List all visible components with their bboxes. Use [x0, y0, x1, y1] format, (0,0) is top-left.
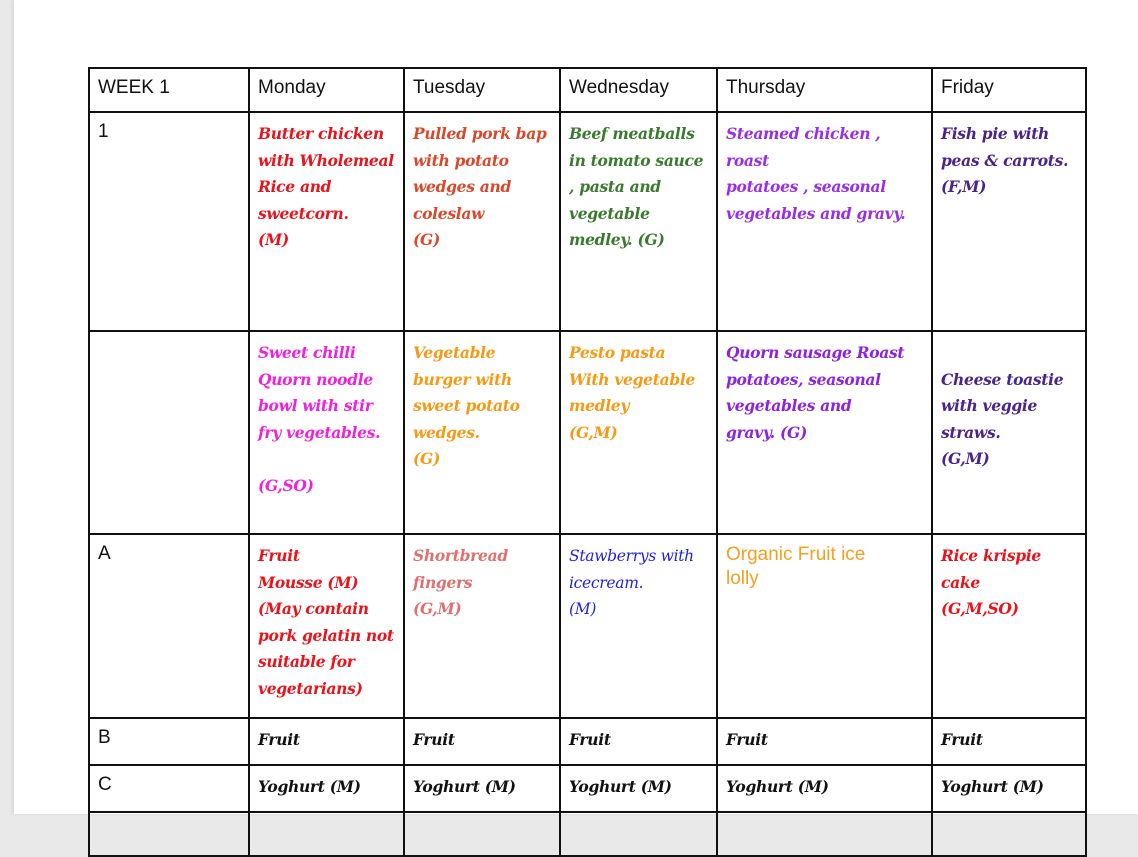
dish-text: Yoghurt (M) [569, 777, 672, 796]
row-label: A [89, 534, 249, 718]
dish-text: Fruit [258, 730, 300, 749]
menu-cell [249, 112, 404, 331]
menu-cell [717, 534, 932, 718]
menu-cell [932, 534, 1086, 718]
table-row [89, 812, 1086, 856]
dish-text: Beef meatballs in tomato sauce , pasta and vegetable medley. (G) [569, 124, 704, 249]
dish-text: Pesto pasta With vegetable medley (G,M) [569, 343, 696, 442]
menu-cell [560, 718, 717, 765]
menu-cell [404, 534, 560, 718]
menu-cell [932, 765, 1086, 812]
table-row [89, 765, 1086, 812]
menu-cell [560, 765, 717, 812]
day-header-thursday: Thursday [717, 68, 932, 112]
table-row [89, 112, 1086, 331]
table-row [89, 534, 1086, 718]
dish-text: Rice krispie cake (G,M,SO) [941, 546, 1041, 618]
dish-text: Fish pie with peas & carrots. (F,M) [941, 124, 1069, 196]
empty-cell [89, 812, 249, 856]
dish-text: Steamed chicken , roast potatoes , seasonal vegetables and gravy. [726, 124, 906, 223]
day-header-tuesday: Tuesday [404, 68, 560, 112]
dish-text: Fruit [569, 730, 611, 749]
row-label: 1 [89, 112, 249, 331]
weekly-menu-table [88, 67, 1087, 857]
menu-cell [404, 765, 560, 812]
dish-text: Cheese toastie with veggie straws. (G,M) [941, 369, 1064, 468]
menu-cell [404, 718, 560, 765]
dish-text: Sweet chilli Quorn noodle bowl with stir fry vegetables. (G,SO) [258, 343, 381, 495]
document-page [14, 0, 1138, 814]
menu-cell [717, 765, 932, 812]
dish-text: Organic Fruit ice lolly [726, 544, 866, 589]
menu-cell [249, 534, 404, 718]
menu-cell [717, 331, 932, 534]
menu-cell [249, 718, 404, 765]
empty-cell [249, 812, 404, 856]
menu-cell [560, 534, 717, 718]
menu-cell [560, 112, 717, 331]
day-header-wednesday: Wednesday [560, 68, 717, 112]
week-label: WEEK 1 [89, 68, 249, 112]
dish-text: Vegetable burger with sweet potato wedges. (G) [413, 343, 520, 468]
dish-text: Fruit [726, 730, 768, 749]
menu-cell [404, 112, 560, 331]
empty-cell [404, 812, 560, 856]
menu-cell [249, 331, 404, 534]
row-label [89, 331, 249, 534]
dish-text: Stawberrys with icecream. (M) [569, 547, 694, 618]
dish-text: Fruit Mousse (M) (May contain pork gelatin not suitable for vegetarians) [258, 546, 394, 698]
menu-cell [932, 331, 1086, 534]
empty-cell [560, 812, 717, 856]
header-row [89, 68, 1086, 112]
table-row [89, 718, 1086, 765]
menu-cell [932, 718, 1086, 765]
dish-text: Quorn sausage Roast potatoes, seasonal vegetables and gravy. (G) [726, 343, 905, 442]
dish-text: Yoghurt (M) [941, 777, 1044, 796]
dish-text: Fruit [941, 730, 983, 749]
day-header-friday: Friday [932, 68, 1086, 112]
dish-text: Butter chicken with Wholemeal Rice and sweetcorn. (M) [258, 124, 394, 249]
dish-text: Pulled pork bap with potato wedges and coleslaw (G) [413, 124, 547, 249]
row-label: B [89, 718, 249, 765]
menu-cell [932, 112, 1086, 331]
menu-cell [560, 331, 717, 534]
row-label: C [89, 765, 249, 812]
dish-text: Shortbread fingers (G,M) [413, 546, 508, 618]
day-header-monday: Monday [249, 68, 404, 112]
table-row [89, 331, 1086, 534]
menu-cell [717, 112, 932, 331]
menu-cell [404, 331, 560, 534]
dish-text: Yoghurt (M) [413, 777, 516, 796]
menu-cell [249, 765, 404, 812]
empty-cell [717, 812, 932, 856]
dish-text: Fruit [413, 730, 455, 749]
dish-text: Yoghurt (M) [726, 777, 829, 796]
empty-cell [932, 812, 1086, 856]
menu-cell [717, 718, 932, 765]
dish-text: Yoghurt (M) [258, 777, 361, 796]
